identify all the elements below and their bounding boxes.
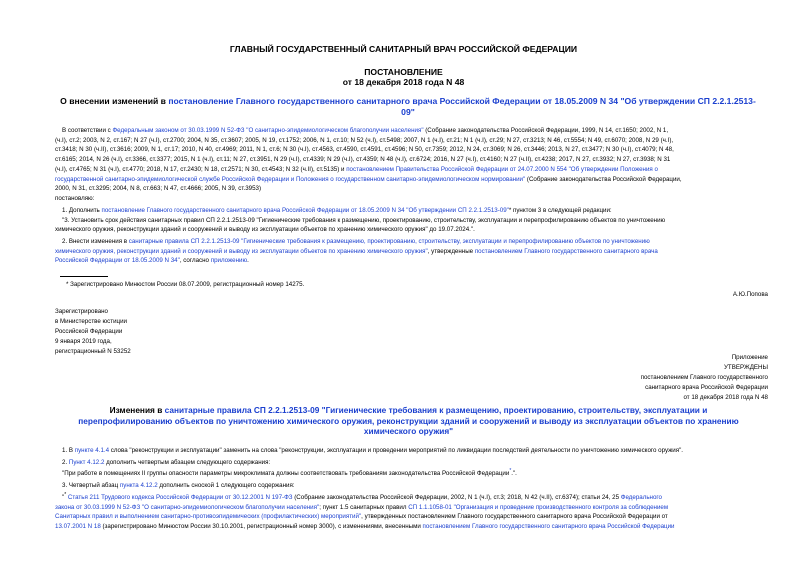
sp-1-1-1058-link[interactable]: СП 1.1.1058-01 "Организация и проведение производственного контроля за соблюдением bbox=[408, 503, 669, 511]
preamble-text: (Собрание законодательства Российской Федерации, bbox=[525, 175, 682, 183]
government-decree-link[interactable]: постановлением Правительства Российской Федерации от 24.07.2000 N 554 "Об утверждении Положения о bbox=[346, 165, 658, 173]
appendix-line: постановлением Главного государственного bbox=[640, 374, 768, 381]
footnote-divider bbox=[60, 276, 108, 277]
change-1-text: 1. В bbox=[62, 447, 75, 454]
approving-decree-link-cont[interactable]: Российской Федерации от 18.05.2009 N 34" bbox=[55, 257, 180, 265]
federal-law-link[interactable]: Федерального bbox=[620, 493, 662, 501]
item-2 bbox=[55, 237, 767, 266]
item-1-link[interactable]: постановление Главного государственного санитарного врача Российской Федерации от 18.05.2009 N 34 "Об утверждении СП 2.2.1.2513-09" bbox=[101, 207, 509, 214]
footnote-marker[interactable]: * bbox=[509, 468, 512, 475]
preamble-resolve: постановляю: bbox=[55, 194, 95, 202]
document-title bbox=[48, 96, 768, 118]
preamble-line: ст.6165; 2014, N 26 (ч.I), ст.3366, ст.3377; 2015, N 1 (ч.I), ст.11; N 27, ст.3951, N 29 (ч.I), ст.4339; N 29 (ч.I), ст.4359; N 48 (ч.I), ст.6724; 2016, N 27 (ч.I), ст.4160; N 27 (ч.II), ст.4238; 2017, N 27, ст.3932; N 27, ст.3938; N 31 bbox=[55, 156, 671, 164]
item-1-text: * пунктом 3 в следующей редакции: bbox=[508, 207, 612, 214]
change-4-text: (Собрание законодательства Российской Федерации, 2002, N 1 (ч.I), ст.3; 2018, N 42 (ч.II), ст.6374); статьи 24, 25 bbox=[292, 493, 621, 501]
change-2-text: дополнить четвертым абзацем следующего содержания: bbox=[104, 458, 271, 466]
item-1-quote: химического оружия, реконструкции зданий и сооружений и выводу из эксплуатации объектов по хранению химического оружия" до 19.07.2024.". bbox=[55, 226, 475, 234]
amending-decree-link[interactable]: постановлением Главного государственного санитарного врача Российской Федерации bbox=[422, 523, 675, 531]
registration-line: в Министерстве юстиции bbox=[55, 318, 128, 325]
changes-title-link-cont[interactable]: перепрофилированию объектов по уничтожению химического оружия, реконструкции зданий и сооружений и выводу из эксплуатации объектов по хранению bbox=[78, 415, 739, 426]
item-1-text: 1. Дополнить bbox=[62, 207, 102, 214]
registration-line: Российской Федерации bbox=[55, 328, 123, 335]
registration-block bbox=[55, 307, 131, 357]
appendix-line: УТВЕРЖДЕНЫ bbox=[724, 364, 768, 371]
footnote-marker: * bbox=[64, 491, 67, 498]
change-4-text: " bbox=[62, 493, 65, 501]
signature: А.Ю.Попова bbox=[732, 291, 768, 298]
clause-4-12-2-link[interactable]: пункта 4.12.2 bbox=[119, 482, 158, 490]
appendix-link[interactable]: приложению bbox=[210, 257, 248, 265]
sanitary-rules-link[interactable]: санитарные правила СП 2.2.1.2513-09 "Гигиенические требования к размещению, проектированию, строительству, эксплуатации и перепрофилированию объектов по уничтожению bbox=[128, 238, 650, 245]
issuing-authority: ГЛАВНЫЙ ГОСУДАРСТВЕННЫЙ САНИТАРНЫЙ ВРАЧ РОССИЙСКОЙ ФЕДЕРАЦИИ bbox=[229, 44, 578, 54]
preamble-line: 2000, N 31, ст.3295; 2004, N 8, ст.663; N 47, ст.4666; 2005, N 39, ст.3953) bbox=[55, 185, 262, 193]
document-date-number: от 18 декабря 2018 года N 48 bbox=[342, 77, 465, 87]
change-2-text: 2. bbox=[62, 458, 69, 466]
changes-list bbox=[55, 446, 767, 532]
changes-title-prefix: Изменения в bbox=[109, 405, 165, 415]
sp-1-1-1058-link-cont[interactable]: Санитарных правил и выполнением санитарно-противоэпидемических (профилактических) мероприятий" bbox=[55, 513, 362, 521]
item-2-text: , утвержденные bbox=[427, 247, 475, 255]
item-2-text: , согласно bbox=[179, 257, 211, 265]
change-3-text: дополнить сноской 1 следующего содержания: bbox=[157, 482, 295, 490]
decree-13-07-2001-link[interactable]: 13.07.2001 N 18 bbox=[55, 523, 101, 531]
registration-line: Зарегистрировано bbox=[55, 308, 108, 315]
government-decree-link-cont[interactable]: государственной санитарно-эпидемиологической службе Российской Федерации и Положения о государственном санитарно-эпидемиологическом нормировании" bbox=[55, 175, 526, 183]
registration-line: 9 января 2019 года, bbox=[55, 338, 112, 345]
change-4-text: , утвержденных постановлением Главного государственного санитарного врача Российской Федерации от bbox=[361, 513, 668, 521]
item-2-text: 2. Внести изменения в bbox=[62, 238, 129, 245]
preamble-text: (ч.I), ст.4765; N 31 (ч.I), ст.4770; 2018, N 17, ст.2430; N 18, ст.2571; N 30, ст.4543; N 32 (ч.II), ст.5135) и bbox=[55, 165, 347, 173]
item-1 bbox=[55, 206, 767, 235]
sanitary-rules-link-cont[interactable]: химического оружия, реконструкции зданий и сооружений и выводу из эксплуатации объектов по хранению химического оружия" bbox=[55, 247, 428, 255]
footnote: * Зарегистрировано Минюстом России 08.07.2009, регистрационный номер 14275. bbox=[66, 281, 305, 288]
federal-law-link[interactable]: Федеральным законом от 30.03.1999 N 52-ФЗ "О санитарно-эпидемиологическом благополучии населения" bbox=[112, 127, 424, 134]
changes-title-link[interactable]: санитарные правила СП 2.2.1.2513-09 "Гигиенические требования к размещению, проектированию, строительству, эксплуатации и bbox=[164, 405, 708, 415]
appendix-line: санитарного врача Российской Федерации bbox=[645, 384, 768, 391]
document-type: ПОСТАНОВЛЕНИЕ bbox=[364, 67, 443, 77]
federal-law-link-cont[interactable]: закона от 30.03.1999 N 52-ФЗ "О санитарно-эпидемиологическом благополучии населения" bbox=[55, 503, 320, 511]
title-prefix: О внесении изменений в bbox=[60, 96, 169, 106]
approving-decree-link[interactable]: постановлением Главного государственного санитарного врача bbox=[474, 247, 658, 255]
item-2-text: . bbox=[247, 257, 249, 265]
change-3-text: 3. Четвертый абзац bbox=[62, 482, 120, 490]
change-4-text: ; пункт 1.5 санитарных правил bbox=[319, 503, 409, 511]
changes-title bbox=[30, 405, 787, 437]
registration-line: регистрационный N 53252 bbox=[55, 348, 131, 355]
clause-4-12-2-link[interactable]: Пункт 4.12.2 bbox=[68, 458, 105, 466]
preamble-text: (Собрание законодательства Российской Федерации, 1999, N 14, ст.1650; 2002, N 1, bbox=[423, 127, 669, 134]
appendix-block bbox=[641, 353, 768, 403]
title-link-cont[interactable]: 09" bbox=[401, 107, 415, 117]
clause-4-1-4-link[interactable]: пункте 4.1.4 bbox=[74, 447, 110, 454]
title-link[interactable]: постановление Главного государственного санитарного врача Российской Федерации от 18.05.2009 N 34 "Об утверждении СП 2.2.1.2513- bbox=[168, 96, 756, 106]
change-1-text: слова "реконструкции и эксплуатации" заменить на слова "реконструкции, эксплуатации и проведении мероприятий по ликвидации последствий деятельности по уничтожению химического оружия". bbox=[109, 447, 684, 454]
item-1-quote: "3. Установить срок действия санитарных правил СП 2.2.1.2513-09 "Гигиенические требования к размещению, проектированию, строительству, эксплуатации и перепрофилированию объектов по уничтожению bbox=[62, 216, 666, 224]
appendix-line: Приложение bbox=[731, 354, 768, 361]
change-4-text: (зарегистрировано Минюстом России 30.10.2001, регистрационный номер 3000), с изменениями, внесенными bbox=[100, 523, 423, 531]
change-2-quote-end: .". bbox=[511, 470, 517, 478]
labor-code-link[interactable]: Статья 211 Трудового кодекса Российской Федерации от 30.12.2001 N 197-ФЗ bbox=[66, 493, 293, 501]
preamble-line: (ч.I), ст.2; 2003, N 2, ст.167; N 27 (ч.I), ст.2700; 2004, N 35, ст.3607; 2005, N 19, ст.1752; 2006, N 1, ст.10; N 52 (ч.I), ст.5498; 2007, N 1 (ч.I), ст.21; N 1 (ч.I), ст.29; N 27, ст.3213; N 46, ст.5554; N 49, ст.6070; 2008, N 29 (ч.I), bbox=[55, 136, 674, 144]
changes-title-link-cont[interactable]: химического оружия" bbox=[363, 426, 454, 436]
appendix-line: от 18 декабря 2018 года N 48 bbox=[683, 394, 768, 401]
preamble-line: ст.3418; N 30 (ч.II), ст.3616; 2009, N 1, ст.17; 2010, N 40, ст.4969; 2011, N 1, ст.6; N 30 (ч.I), ст.4563, ст.4590, ст.4591, ст.4596; N 50, ст.7359; 2012, N 24, ст.3069; N 26, ст.3446; 2013, N 27, ст.3477; N 30 (ч.I), ст.4079; N 48, bbox=[55, 146, 674, 154]
preamble-text: В соответствии с bbox=[62, 127, 113, 134]
preamble-paragraph bbox=[55, 126, 767, 204]
change-2-quote: "При работе в помещениях II группы опасности параметры микроклимата должны соответствовать требованиям законодательства Российской Федерации bbox=[62, 470, 510, 478]
